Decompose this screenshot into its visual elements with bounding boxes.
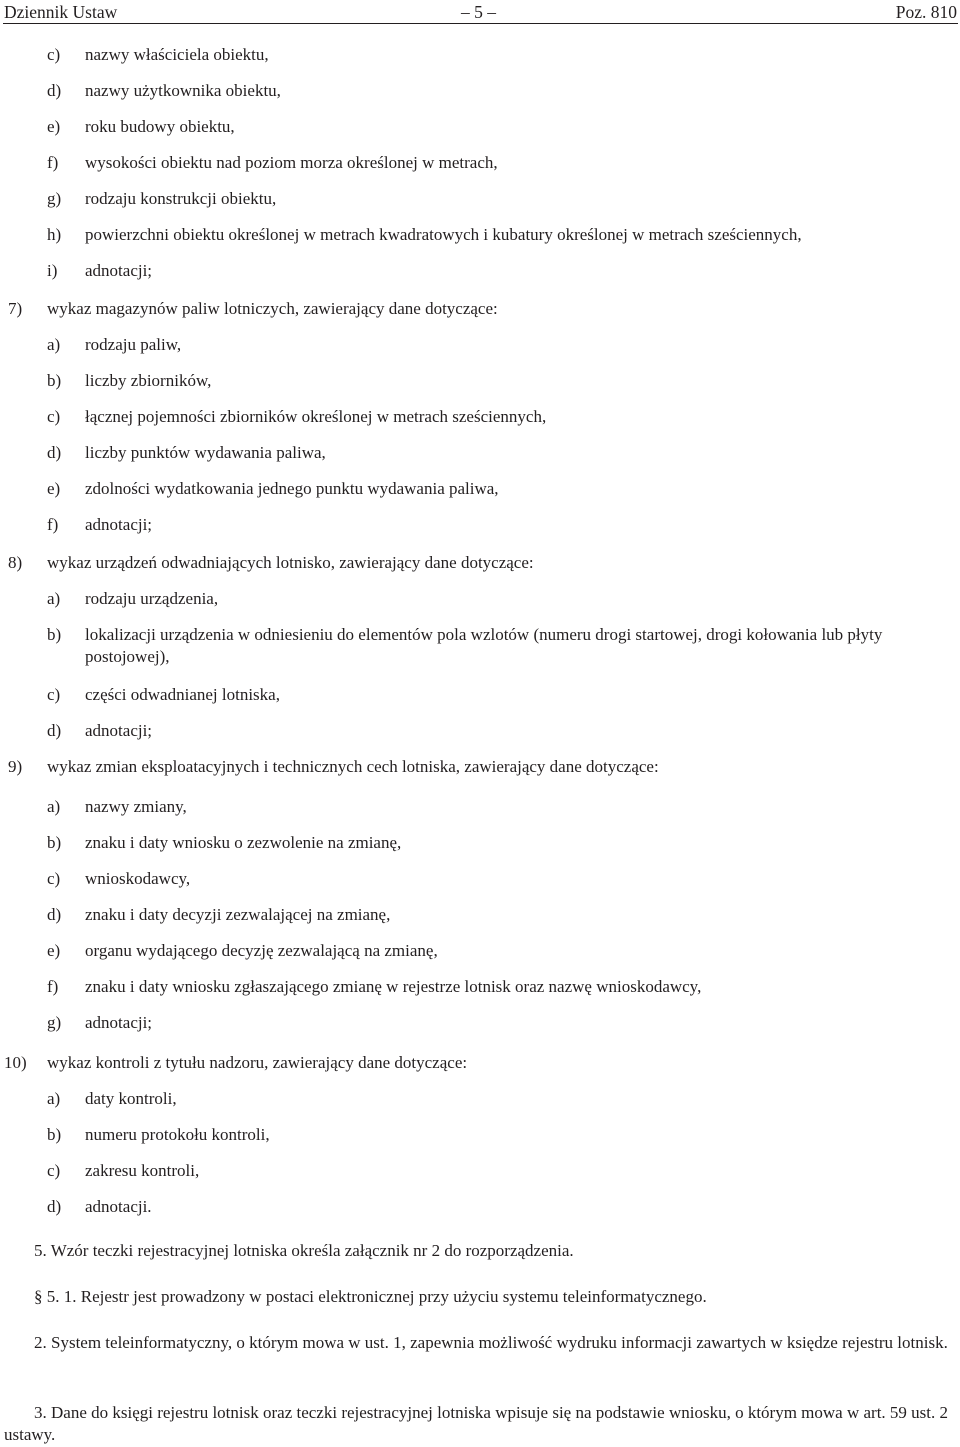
list-item-number: 10) [4,1053,27,1072]
list-item-text: wykaz kontroli z tytułu nadzoru, zawierający dane dotyczące: [47,1053,468,1072]
sublist-item-letter: c) [47,45,61,64]
sublist-item-text: znaku i daty decyzji zezwalającej na zmianę, [85,905,391,924]
sublist-item-text: nazwy użytkownika obiektu, [85,81,281,100]
sublist-item-letter: f) [47,153,59,172]
sublist-item-letter: a) [47,589,61,608]
sublist-item-letter: b) [47,625,62,644]
sublist-item-letter: i) [47,261,58,280]
sublist-item-letter: d) [47,81,62,100]
list-item-text: wykaz magazynów paliw lotniczych, zawierający dane dotyczące: [47,299,498,318]
sublist-item-text: adnotacji. [85,1197,152,1216]
sublist-item-text: łącznej pojemności zbiorników określonej w metrach sześciennych, [85,407,547,426]
sublist-item-letter: c) [47,869,61,888]
sublist-item-text: liczby punktów wydawania paliwa, [85,443,326,462]
sublist-item-text: zdolności wydatkowania jednego punktu wydawania paliwa, [85,479,499,498]
sublist-item-text: części odwadnianej lotniska, [85,685,280,704]
sublist-item-text: nazwy właściciela obiektu, [85,45,269,64]
sublist-item-text: rodzaju urządzenia, [85,589,219,608]
list-item-text: wykaz urządzeń odwadniających lotnisko, zawierający dane dotyczące: [47,553,534,572]
sublist-item-text: znaku i daty wniosku o zezwolenie na zmianę, [85,833,402,852]
sublist-item-letter: b) [47,371,62,390]
sublist-item-text: rodzaju paliw, [85,335,182,354]
sublist-item-text: liczby zbiorników, [85,371,212,390]
paragraph: § 5. 1. Rejestr jest prowadzony w postaci elektronicznej przy użyciu systemu teleinformatycznego. [34,1287,707,1306]
sublist-item-letter: e) [47,479,61,498]
sublist-item-letter: f) [47,515,59,534]
sublist-item-text: lokalizacji urządzenia w odniesieniu do elementów pola wzlotów (numeru drogi startowej, drogi kołowania lub płyty postojowej), [85,625,883,666]
sublist-item-letter: h) [47,225,62,244]
sublist-item-text: daty kontroli, [85,1089,177,1108]
sublist-item-letter: d) [47,443,62,462]
sublist-item-letter: a) [47,335,61,354]
sublist-item-letter: b) [47,1125,62,1144]
sublist-item-letter: d) [47,905,62,924]
sublist-item-text: wysokości obiektu nad poziom morza określonej w metrach, [85,153,498,172]
sublist-item-letter: a) [47,797,61,816]
sublist-item-text: wnioskodawcy, [85,869,191,888]
sublist-item-letter: c) [47,685,61,704]
sublist-item-text: adnotacji; [85,1013,153,1032]
list-item-number: 9) [8,757,23,776]
sublist-item-letter: f) [47,977,59,996]
sublist-item-letter: e) [47,941,61,960]
sublist-item-text: numeru protokołu kontroli, [85,1125,270,1144]
page-number: – 5 – [461,2,496,22]
sublist-item-text: powierzchni obiektu określonej w metrach kwadratowych i kubatury określonej w metrach sześciennych, [85,225,802,244]
sublist-item-letter: c) [47,1161,61,1180]
paragraph: 5. Wzór teczki rejestracyjnej lotniska określa załącznik nr 2 do rozporządzenia. [34,1241,574,1260]
sublist-item-letter: g) [47,1013,62,1032]
sublist-item-letter: d) [47,1197,62,1216]
sublist-item-letter: d) [47,721,62,740]
sublist-item-text: zakresu kontroli, [85,1161,200,1180]
list-item-number: 8) [8,553,23,572]
sublist-item-letter: a) [47,1089,61,1108]
paragraph: 2. System teleinformatyczny, o którym mowa w ust. 1, zapewnia możliwość wydruku informacji zawartych w księdze rejestru lotnisk. [34,1333,948,1352]
sublist-item-letter: b) [47,833,62,852]
sublist-item-text: adnotacji; [85,261,153,280]
sublist-item-text: adnotacji; [85,721,153,740]
sublist-item-text: znaku i daty wniosku zgłaszającego zmianę w rejestrze lotnisk oraz nazwę wnioskodawcy, [85,977,702,996]
sublist-item-text: adnotacji; [85,515,153,534]
sublist-item-letter: c) [47,407,61,426]
paragraph: 3. Dane do księgi rejestru lotnisk oraz teczki rejestracyjnej lotniska wpisuje się na podstawie wniosku, o którym mowa w art. 59 ust. 2 ustawy. [4,1403,949,1444]
sublist-item-text: organu wydającego decyzję zezwalającą na zmianę, [85,941,438,960]
sublist-item-text: roku budowy obiektu, [85,117,235,136]
sublist-item-letter: e) [47,117,61,136]
sublist-item-text: nazwy zmiany, [85,797,187,816]
list-item-number: 7) [8,299,23,318]
sublist-item-text: rodzaju konstrukcji obiektu, [85,189,277,208]
sublist-item-letter: g) [47,189,62,208]
journal-title: Dziennik Ustaw [4,2,118,22]
list-item-text: wykaz zmian eksploatacyjnych i technicznych cech lotniska, zawierający dane dotyczące: [47,757,659,776]
position-number: Poz. 810 [895,2,957,22]
